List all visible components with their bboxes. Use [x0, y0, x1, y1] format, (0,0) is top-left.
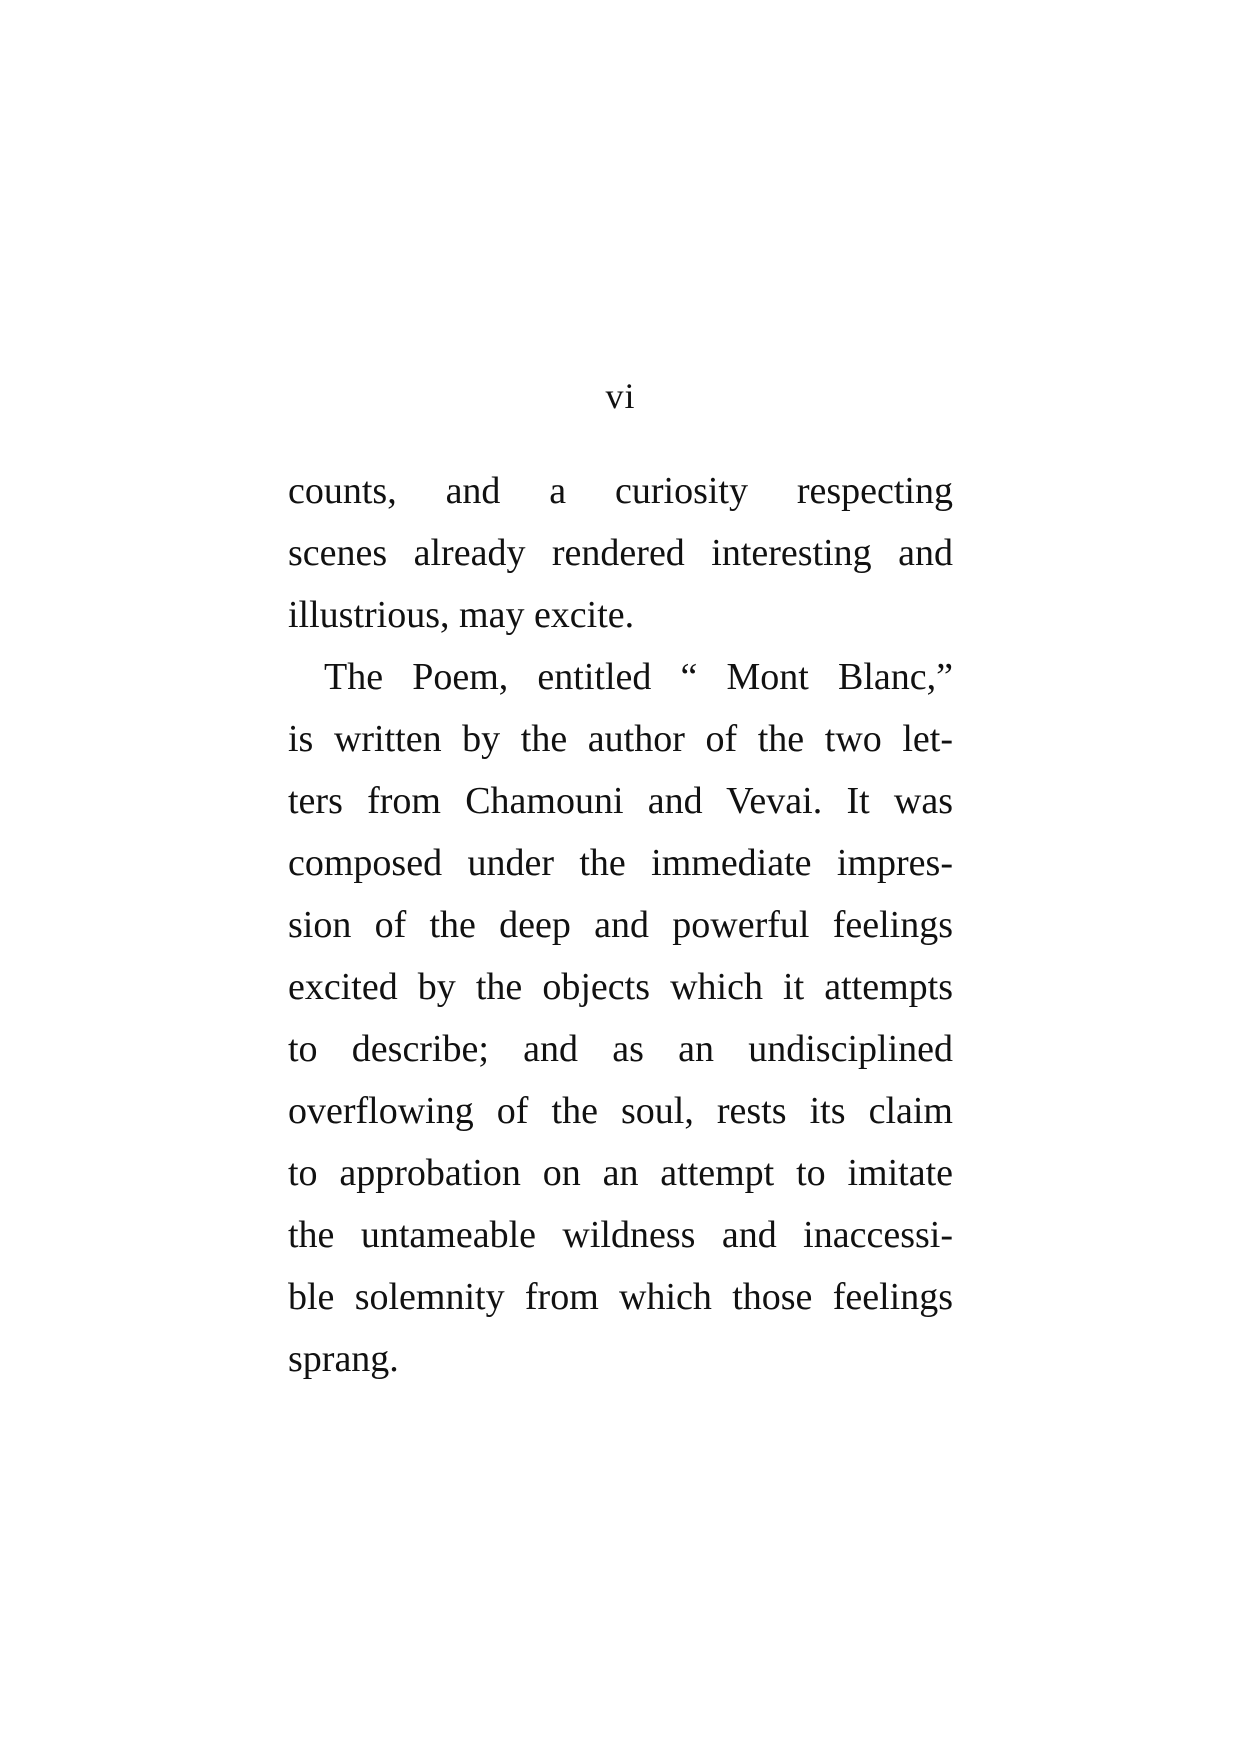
text-line: counts, and a curiosity respecting — [288, 470, 953, 512]
text-line: the untameable wildness and inaccessi- — [288, 1214, 953, 1256]
text-line: to approbation on an attempt to imitate — [288, 1152, 953, 1194]
text-line: ble solemnity from which those feelings — [288, 1276, 953, 1318]
text-line: overflowing of the soul, rests its claim — [288, 1090, 953, 1132]
text-line: illustrious, may excite. — [288, 594, 635, 636]
text-line: sion of the deep and powerful feelings — [288, 904, 953, 946]
text-line: composed under the immediate impres- — [288, 842, 953, 884]
page-number: vi — [605, 376, 636, 416]
body-text — [288, 460, 953, 1390]
text-line: sprang. — [288, 1338, 399, 1380]
text-line: The Poem, entitled “ Mont Blanc,” — [324, 656, 953, 698]
text-line: is written by the author of the two let- — [288, 718, 953, 760]
text-line: to describe; and as an undisciplined — [288, 1028, 953, 1070]
text-line: scenes already rendered interesting and — [288, 532, 953, 574]
text-line: excited by the objects which it attempts — [288, 966, 953, 1008]
text-line: ters from Chamouni and Vevai. It was — [288, 780, 953, 822]
